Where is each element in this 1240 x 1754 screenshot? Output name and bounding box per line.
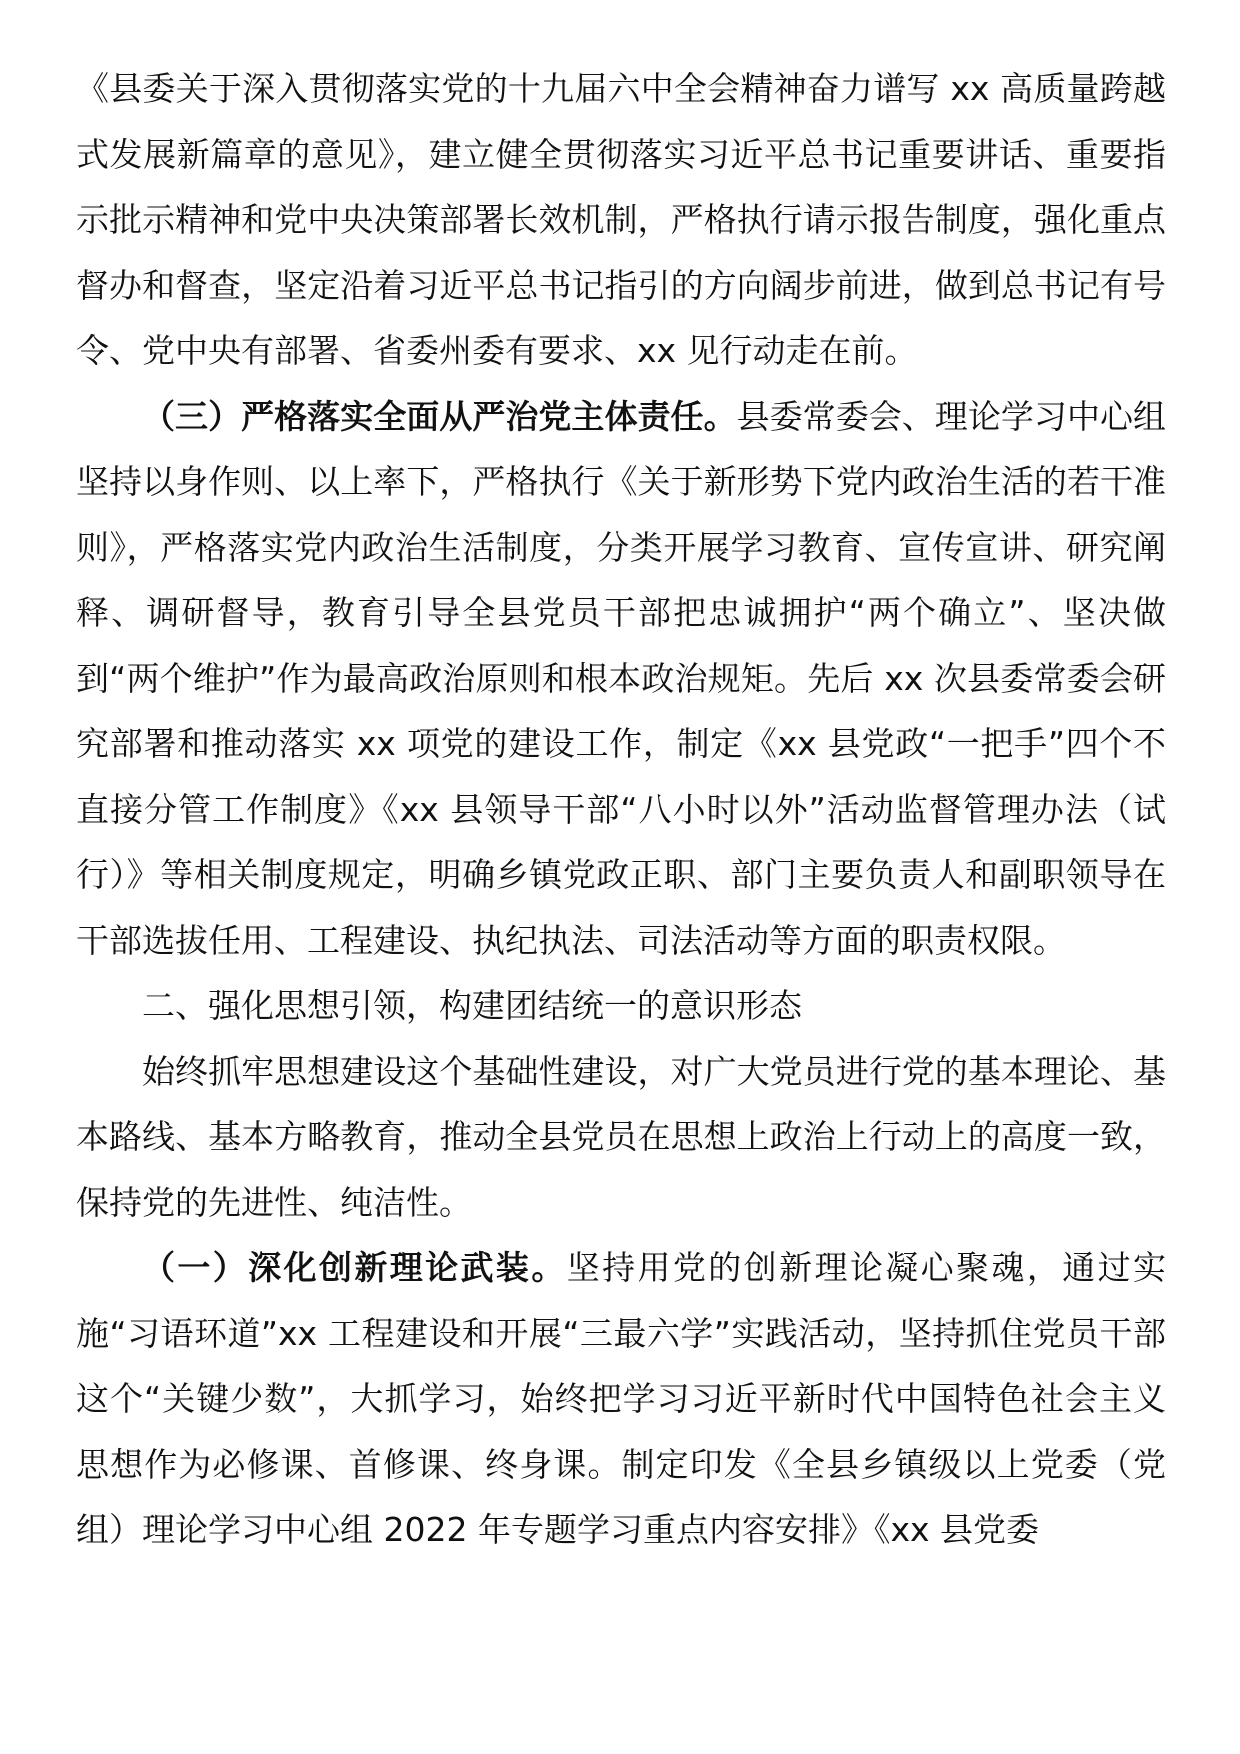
paragraph-body: 坚持用党的创新理论凝心聚魂，通过实施“习语环道”xx 工程建设和开展“三最六学”实践活动，坚持抓住党员干部这个“关键少数”，大抓学习，始终把学习习近平新时代中国特色社会主义思想作为必修课、首修课、终身课。制定印发《全县乡镇级以上党委（党组）理论学习中心组 2022 年专题学习重点内容安排》《xx 县党委 bbox=[76, 1248, 1167, 1549]
chapter-heading-two: 二、强化思想引领，构建团结统一的意识形态 bbox=[142, 986, 802, 1025]
paragraph-section-three bbox=[76, 384, 1166, 974]
section-heading-theory-armament: （一）深化创新理论武装。 bbox=[142, 1248, 567, 1287]
paragraph-section-one bbox=[76, 1235, 1166, 1563]
paragraph-continuation: 《县委关于深入贯彻落实党的十九届六中全会精神奋力谱写 xx 高质量跨越式发展新篇章的意见》，建立健全贯彻落实习近平总书记重要讲话、重要指示批示精神和党中央决策部署长效机制，严格执行请示报告制度，强化重点督办和督查，坚定沿着习近平总书记指引的方向阔步前进，做到总书记有号令、党中央有部署、省委州委有要求、xx 见行动走在前。 bbox=[76, 69, 1166, 370]
paragraph-body: 县委常委会、理论学习中心组坚持以身作则、以上率下，严格执行《关于新形势下党内政治生活的若干准则》，严格落实党内政治生活制度，分类开展学习教育、宣传宣讲、研究阐释、调研督导，教育引导全县党员干部把忠诚拥护“两个确立”、坚决做到“两个维护”作为最高政治原则和根本政治规矩。先后 xx 次县委常委会研究部署和推动落实 xx 项党的建设工作，制定《xx 县党政“一把手”四个不直接分管工作制度》《xx 县领导干部“八小时以外”活动监督管理办法（试行）》等相关制度规定，明确乡镇党政正职、部门主要负责人和副职领导在干部选拔任用、工程建设、执纪执法、司法活动等方面的职责权限。 bbox=[76, 396, 1167, 960]
section-heading-strict-responsibility: （三）严格落实全面从严治党主体责任。 bbox=[142, 396, 737, 436]
paragraph-ideology-intro: 始终抓牢思想建设这个基础性建设，对广大党员进行党的基本理论、基本路线、基本方略教育，推动全县党员在思想上政治上行动上的高度一致，保持党的先进性、纯洁性。 bbox=[76, 1051, 1166, 1222]
document-page bbox=[76, 56, 1166, 1563]
